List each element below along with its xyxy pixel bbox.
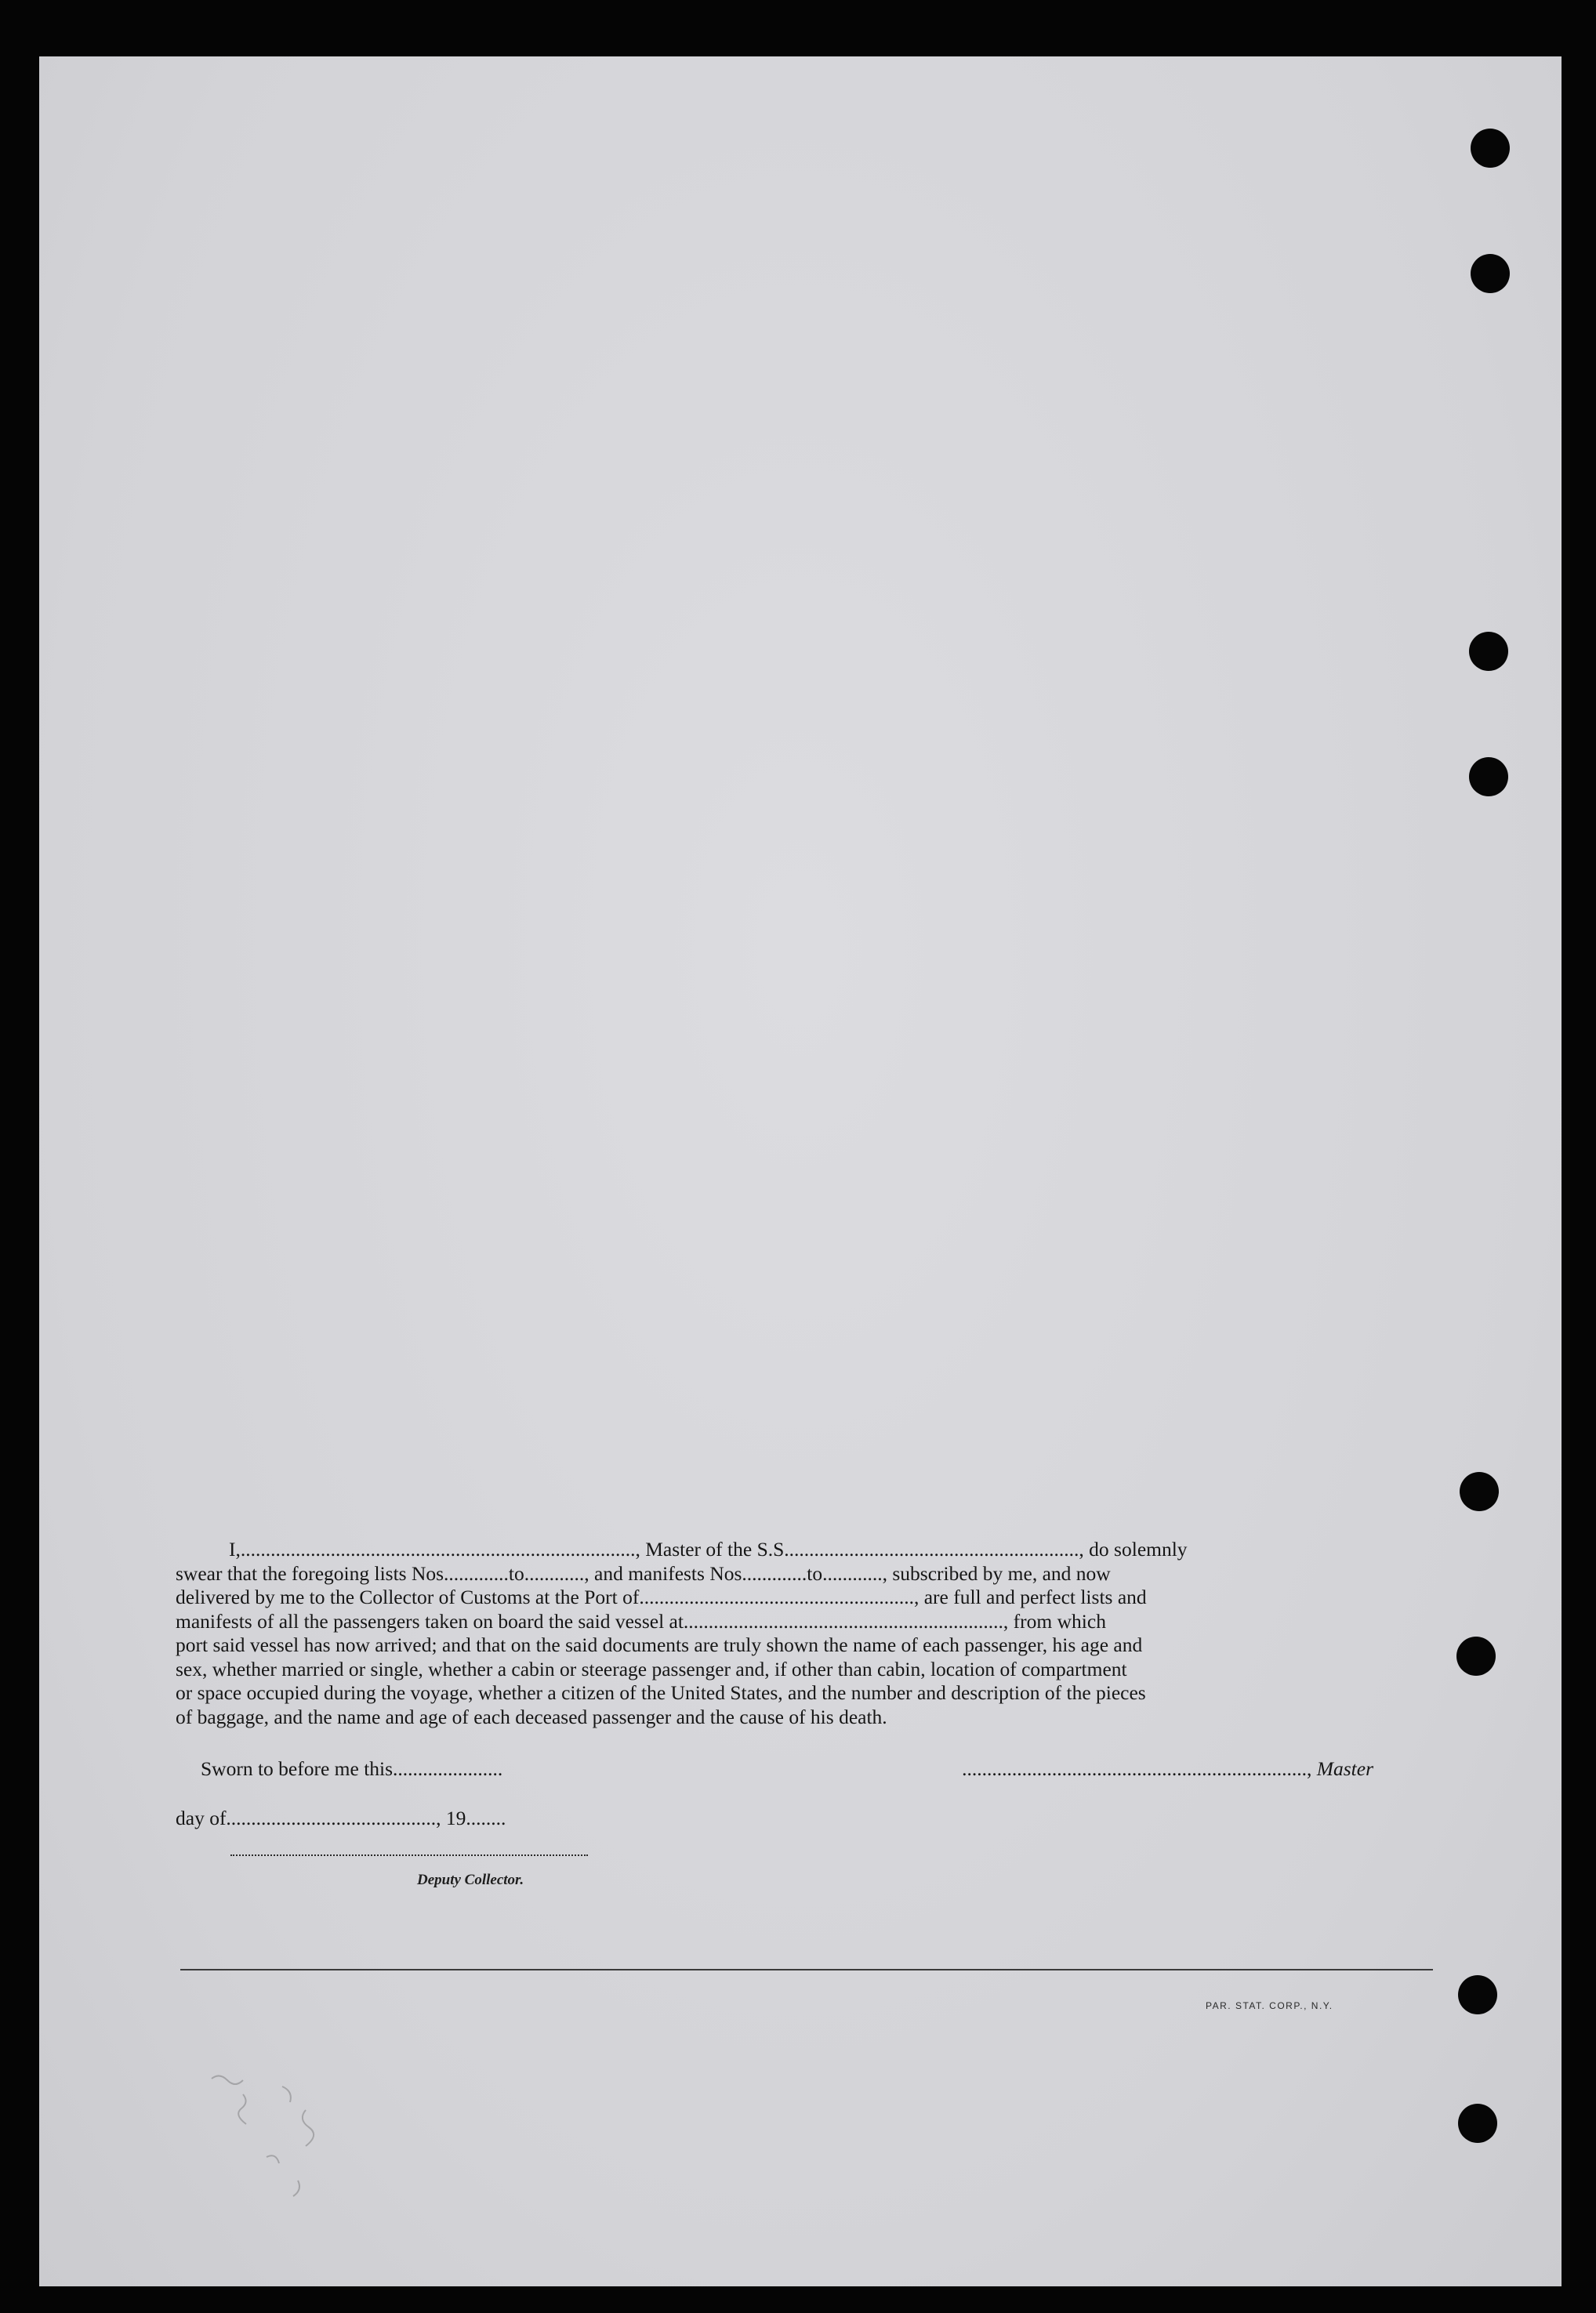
oath-line: I,..............................................................................., Master of the S.S..........................................................., do solemnly — [229, 1538, 1188, 1561]
master-oath-paragraph — [176, 1538, 1447, 1729]
oath-line: swear that the foregoing lists Nos.............to............, and manifests Nos.............to............, subscribed by me, and now — [176, 1561, 1111, 1585]
punch-hole-2 — [1471, 254, 1510, 293]
oath-line: of baggage, and the name and age of each deceased passenger and the cause of his death. — [176, 1705, 887, 1728]
master-label: Master — [1316, 1757, 1373, 1780]
punch-hole-1 — [1471, 129, 1510, 168]
oath-line: manifests of all the passengers taken on board the said vessel at................................................................, from which — [176, 1609, 1106, 1633]
sworn-before-line: Sworn to before me this...................... — [201, 1757, 503, 1780]
footer-rule — [180, 1969, 1433, 1970]
punch-hole-7 — [1458, 1975, 1497, 2014]
ink-smudge-marks — [196, 2063, 361, 2220]
form-sheet — [39, 56, 1562, 2286]
oath-line: or space occupied during the voyage, whether a citizen of the United States, and the number and description of the pieces — [176, 1681, 1146, 1704]
printer-imprint: PAR. STAT. CORP., N.Y. — [1206, 2000, 1333, 2011]
master-signature-dots: ....................................................................., — [962, 1757, 1312, 1780]
punch-hole-8 — [1458, 2104, 1497, 2143]
punch-hole-4 — [1469, 757, 1508, 796]
oath-line: sex, whether married or single, whether a cabin or steerage passenger and, if other than cabin, location of compartment — [176, 1657, 1127, 1680]
punch-hole-6 — [1456, 1637, 1496, 1676]
oath-line: delivered by me to the Collector of Customs at the Port of......................................................., are full and perfect lists and — [176, 1586, 1147, 1608]
master-signature-line — [962, 1757, 1373, 1781]
deputy-signature-line — [230, 1854, 588, 1856]
punch-hole-3 — [1469, 632, 1508, 671]
deputy-collector-label: Deputy Collector. — [417, 1872, 524, 1888]
punch-hole-5 — [1460, 1472, 1499, 1511]
oath-line: port said vessel has now arrived; and that on the said documents are truly shown the name of each passenger, his age and — [176, 1633, 1143, 1656]
day-of-line: day of.........................................., 19........ — [176, 1807, 506, 1829]
